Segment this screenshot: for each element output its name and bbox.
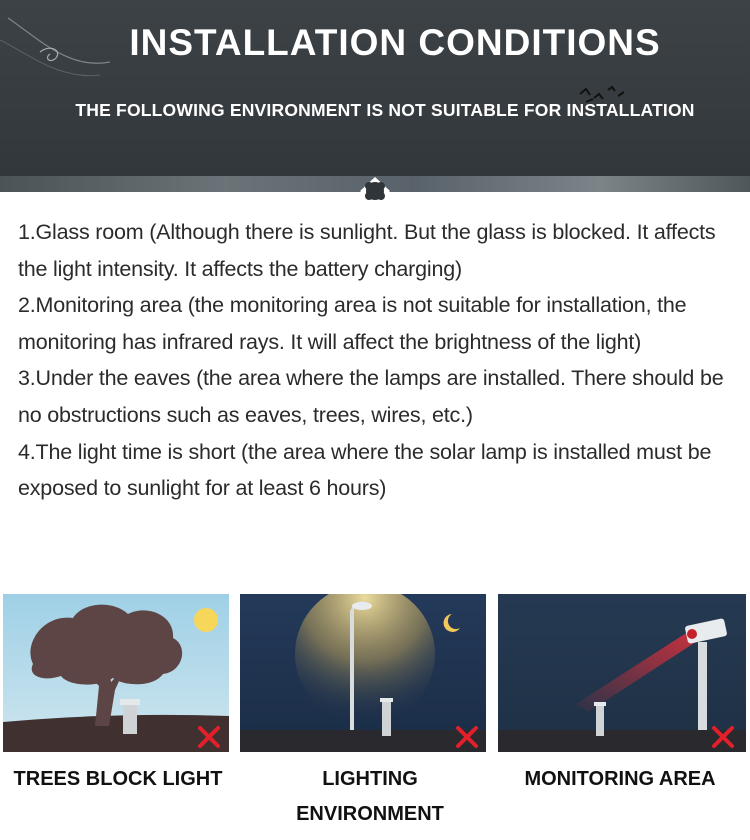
monitoring-example-image xyxy=(498,594,746,752)
condition-item: 1.Glass room (Although there is sunlight. But the glass is blocked. It affects the light intensity. It affects the battery charging) xyxy=(18,220,716,281)
flower-ornament-icon xyxy=(360,177,390,205)
lighting-example-image xyxy=(240,594,486,752)
condition-item: 4.The light time is short (the area where the solar lamp is installed must be exposed to sunlight for at least 6 hours) xyxy=(18,439,712,501)
page-subtitle: THE FOLLOWING ENVIRONMENT IS NOT SUITABLE FOR INSTALLATION xyxy=(75,100,695,120)
trees-caption: TREES BLOCK LIGHT xyxy=(13,768,223,790)
security-camera-scene-icon xyxy=(498,594,746,752)
monitoring-caption: MONITORING AREA xyxy=(524,768,716,790)
page-title: INSTALLATION CONDITIONS xyxy=(129,22,661,63)
lighting-caption: LIGHTING ENVIRONMENT xyxy=(296,768,444,825)
streetlight-night-scene-icon xyxy=(240,594,486,752)
tree-sun-scene-icon xyxy=(3,594,229,752)
condition-item: 2.Monitoring area (the monitoring area is not suitable for installation, the monitoring has infrared rays. It will affect the brightness of the light) xyxy=(18,293,687,354)
condition-item: 3.Under the eaves (the area where the lamps are installed. There should be no obstructions such as eaves, trees, wires, etc.) xyxy=(18,366,724,427)
trees-example-image xyxy=(3,594,229,752)
header-banner xyxy=(0,0,750,192)
conditions-list xyxy=(18,214,744,507)
